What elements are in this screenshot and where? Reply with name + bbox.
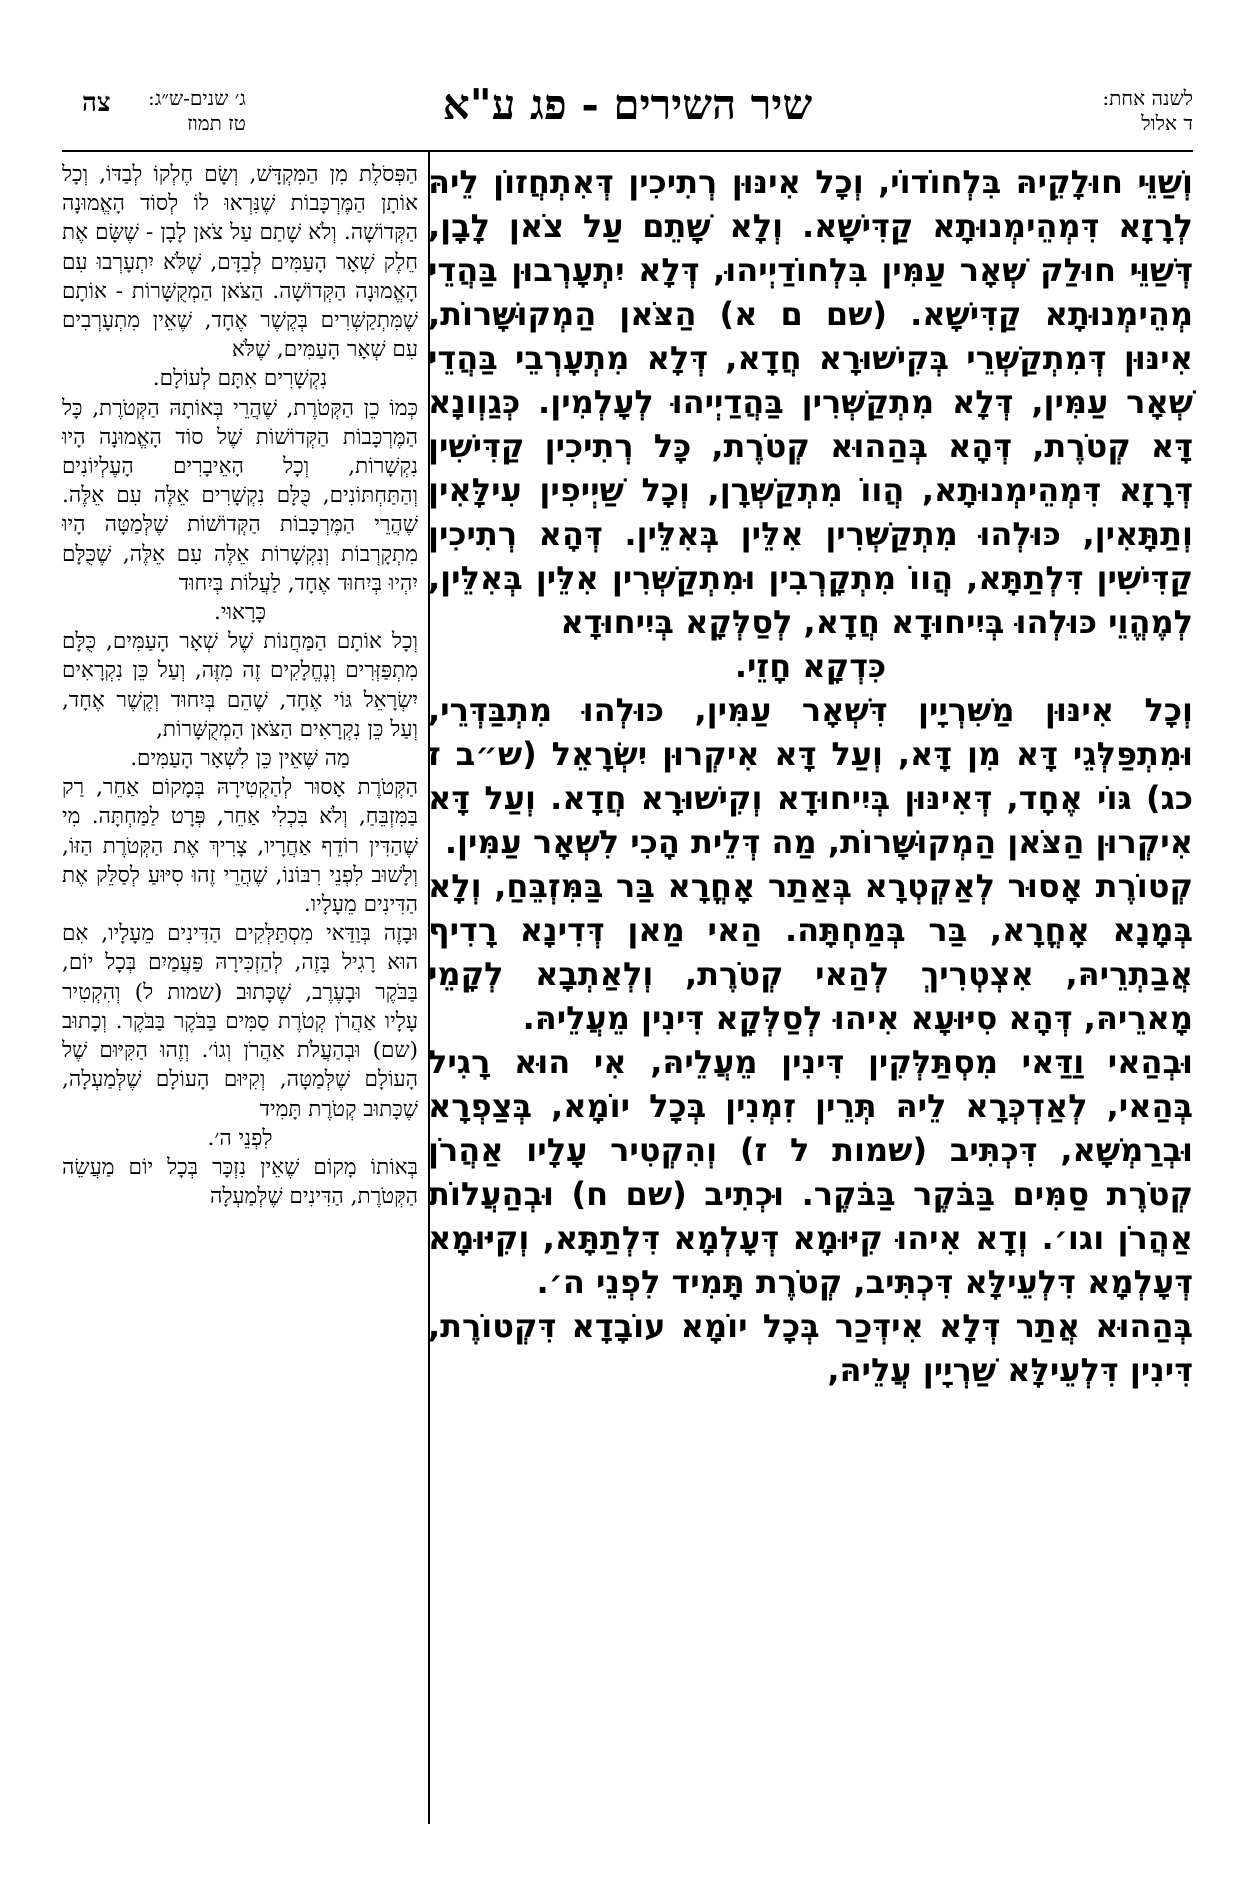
commentary-paragraph: וְכָל אוֹתָם הַמַּחֲנוֹת שֶׁל שְׁאָר הָעַמִּים, כֻּלָּם מִתְפַּזְּרִים וְנֶחֱלָקִים זֶה מִזֶּה, וְעַל כֵּן נִקְרָאִים יִשְׂרָאֵל גּוֹי אֶחָד, שֶׁהֵם בְּיִחוּד וְקֶשֶׁר אֶחָד, וְעַל כֵּן נִקְרָאִים הַצֹּאן הַמְקֻשָּׁרוֹת, <box>62 629 418 742</box>
commentary-paragraph: כְּמוֹ כֵן הַקְּטֹרֶת, שֶׁהֲרֵי בְּאוֹתָהּ הַקְּטֹרֶת, כָּל הַמֶּרְכָּבוֹת הַקְּדוֹשׁוֹת שֶׁל סוֹד הָאֱמוּנָה הָיוּ נִקְשָׁרוֹת, וְכָל הָאֵיבָרִים הָעֶלְיוֹנִים וְהַתַּחְתּוֹנִים, כֻּלָּם נִקְשָׁרִים אֵלֶּה עִם אֵלֶּה. שֶׁהֲרֵי הַמֶּרְכָּבוֹת הַקְּדוֹשׁוֹת שֶׁלְּמַטָּה הָיוּ מִתְקָרְבוֹת וְנִקְשָׁרוֹת אֵלֶּה עִם אֵלֶּה, שֶׁכֻּלָּם יִהְיוּ בְּיִחוּד אֶחָד, לַעֲלוֹת בְּיִחוּד <box>62 395 418 596</box>
commentary-paragraph: הַקְּטֹרֶת אָסוּר לְהַקְטִירָהּ בְּמָקוֹם אַחֵר, רַק בַּמִּזְבֵּחַ, וְלֹא בִּכְלִי אַחֵר, פְּרָט לַמַּחְתָּה. מִי שֶׁהַדִּין רוֹדֵף אַחֲרָיו, צָרִיךְ אֶת הַקְּטֹרֶת הַזּוֹ, וְלָשׁוּב לִפְנֵי רִבּוֹנוֹ, שֶׁהֲרֵי זֶהוּ סִיּוּעַ לְסַלֵּק אֶת הַדִּינִים מֵעָלָיו. <box>62 775 418 918</box>
commentary-paragraph: נִקְשָׁרִים אִתָּם לְעוֹלָם. <box>152 366 328 392</box>
main-paragraph: כִּדְקָא חָזֵי. <box>734 647 887 685</box>
commentary-column <box>62 160 418 1211</box>
header-rule <box>62 150 1193 152</box>
commentary-paragraph: הַפְּסֹלֶת מִן הַמִּקְדָּשׁ, וְשָׂם חֶלְקוֹ לְבַדּוֹ, וְכָל אוֹתָן הַמֶּרְכָּבוֹת שֶׁנִּרְאוּ לוֹ לְסוֹד הָאֱמוּנָה הַקְּדוֹשָׁה. וְלֹא שָׁתַם עַל צֹאן לָבָן - שֶׁשָּׂם אֶת חֵלֶק שְׁאָר הָעַמִּים לְבַדָּם, שֶׁלֹּא יִתְעָרְבוּ עִם הָאֱמוּנָה הַקְּדוֹשָׁה. הַצֹּאן הַמְקֻשָּׁרוֹת - אוֹתָם שֶׁמִּתְקַשְּׁרִים בְּקֶשֶׁר אֶחָד, שֶׁאֵין מִתְעָרְבִים עִם שְׁאָר הָעַמִּים, שֶׁלֹּא <box>62 162 418 363</box>
page-header <box>20 62 1235 146</box>
main-paragraph: וּבְהַאי וַדַּאי מִסְתַּלְּקִין דִּינִין מֵעֲלֵיהּ, אִי הוּא רָגִיל בְּהַאי, לְאַדְכְּרָא לֵיהּ תְּרֵין זִמְנִין בְּכָל יוֹמָא, בְּצַפְרָא וּבְרַמְשָׁא, דִּכְתִּיב (שמות ל ז) וְהִקְטִיר עָלָיו אַהֲרֹן קְטֹרֶת סַמִּים בַּבֹּקֶר בַּבֹּקֶר. וּכְתִיב (שם ח) וּבְהַעֲלוֹת אַהֲרֹן וגו׳. וְדָא אִיהוּ קִיּוּמָא דְּעָלְמָא דִּלְתַתָּא, וְקִיּוּמָא דְּעָלְמָא דִּלְעֵילָּא דִּכְתִּיב, קְטֹרֶת תָּמִיד לִפְנֵי ה׳. <box>428 1043 1193 1301</box>
header-left-top: ג׳ שנים-ש״ג: <box>148 86 246 110</box>
header-right-bottom: ד אלול <box>1141 111 1193 135</box>
page <box>20 20 1235 1864</box>
main-paragraph: וְשַׁוֵּי חוּלָקֵיהּ בִּלְחוֹדוֹי, וְכָל אִינּוּן רְתִיכִין דְּאִתְחֲזוֹן לֵיהּ לְרָזָא דִּמְהֵימְנוּתָא קַדִּישָׁא. וְלָא שָׁתֵם עַל צֹאן לָבָן, דְּשַׁוֵּי חוּלַק שְׁאָר עַמִּין בִּלְחוֹדַיְיהוּ, דְּלָא יִתְעָרְבוּן בַּהֲדֵי מְהֵימְנוּתָא קַדִּישָׁא. (שם ם א) הַצֹּאן הַמְקוּשָּׁרוֹת, אִינּוּן דְּמִתְקַשְּׁרֵי בְּקִישׁוּרָא חֲדָא, דְּלָא מִתְעָרְבֵי בַּהֲדֵי שְׁאָר עַמִּין, דְּלָא מִתְקַשְּׁרִין בַּהֲדַיְיהוּ לְעָלְמִין. כְּגַוְונָא דָּא קְטֹרֶת, דְּהָא בְּהַהוּא קְטֹרֶת, כָּל רְתִיכִין קַדִּישִׁין דְּרָזָא דִּמְהֵימְנוּתָא, הֲווֹ מִתְקַשְּׁרָן, וְכָל שַׁיְיפִין עִילָּאִין וְתַתָּאִין, כּוּלְהוּ מִתְקַשְּׁרִין אִלֵּין בְּאִלֵּין. דְּהָא רְתִיכִין קַדִּישִׁין דִּלְתַתָּא, הֲווֹ מִתְקָרְבִין וּמִתְקַשְּׁרִין אִלֵּין בְּאִלֵּין, לְמֶהֱוֵי כּוּלְהוּ בְּיִיחוּדָא חֲדָא, לְסַלְּקָא בְּיִיחוּדָא <box>428 163 1193 641</box>
page-number: צה <box>82 88 111 118</box>
commentary-paragraph: לִפְנֵי ה׳. <box>207 1125 273 1151</box>
commentary-paragraph: כָּרָאוּי. <box>214 600 266 626</box>
main-text-column <box>428 160 1193 1392</box>
commentary-paragraph: מַה שֶּׁאֵין כֵּן לִשְׁאָר הָעַמִּים. <box>130 746 350 772</box>
commentary-paragraph: וּבָזֶה בְּוַדַּאי מִסְתַּלְּקִים הַדִּינִים מֵעָלָיו, אִם הוּא רָגִיל בָּזֶה, לְהַזְכִּירָהּ פַּעֲמַיִם בְּכָל יוֹם, בַּבֹּקֶר וּבָעֶרֶב, שֶׁכָּתוּב (שמות ל) וְהִקְטִיר עָלָיו אַהֲרֹן קְטֹרֶת סַמִּים בַּבֹּקֶר בַּבֹּקֶר. וְכָתוּב (שם) וּבְהַעֲלֹת אַהֲרֹן וְגוֹ׳. וְזֶהוּ הַקִּיּוּם שֶׁל הָעוֹלָם שֶׁלְּמַטָּה, וְקִיּוּם הָעוֹלָם שֶׁלְּמַעְלָה, שֶׁכָּתוּב קְטֹרֶת תָּמִיד <box>62 921 418 1122</box>
header-right-top: לשנה אחת: <box>1102 86 1193 110</box>
commentary-paragraph: בְּאוֹתוֹ מָקוֹם שֶׁאֵין נִזְכָּר בְּכָל יוֹם מַעֲשֵׂה הַקְּטֹרֶת, הַדִּינִים שֶׁלְּמַעְלָה <box>62 1154 418 1210</box>
header-schedule-three-years <box>148 86 246 136</box>
header-left-bottom: טז תמוז <box>187 111 246 135</box>
main-paragraph: קְטוֹרֶת אָסוּר לְאַקְטְרָא בְּאַתַר אָחֳרָא בַּר בַּמִּזְבֵּחַ, וְלָא בְּמָנָא אָחֳרָא, בַּר בְּמַחְתָּה. הַאי מַאן דְּדִינָא רָדִיף אֲבַתְרֵיהּ, אִצְטְרִיךְ לְהַאי קְטֹרֶת, וְלְאַתְבָא לְקָמֵי מָארֵיהּ, דְּהָא סִיּוּעָא אִיהוּ לְסַלְּקָא דִּינִין מֵעֲלֵיהּ. <box>428 867 1193 1037</box>
main-paragraph: וְכָל אִינּוּן מַשִּׁרְיָין דִּשְׁאָר עַמִּין, כּוּלְהוּ מִתְבַּדְּרֵי, וּמִתְפַּלְּגֵי דָּא מִן דָּא, וְעַל דָּא אִיקְרוּן יִשְׂרָאֵל (ש״ב ז כג) גּוֹי אֶחָד, דְּאִינּוּן בְּיִיחוּדָא וְקִישׁוּרָא חֲדָא. וְעַל דָּא אִיקְרוּן הַצֹּאן הַמְקוּשָּׁרוֹת, מַה דְּלֵית הָכִי לִשְׁאָר עַמִּין. <box>428 691 1193 861</box>
page-title: שיר השירים - פג ע"א <box>442 80 813 129</box>
main-paragraph: בְּהַהוּא אֲתַר דְּלָא אִידְּכַר בְּכָל יוֹמָא עוֹבָדָא דִּקְטוֹרֶת, דִּינִין דִּלְעֵילָּא שַׁרְיָין עֲלֵיהּ, <box>428 1307 1193 1389</box>
